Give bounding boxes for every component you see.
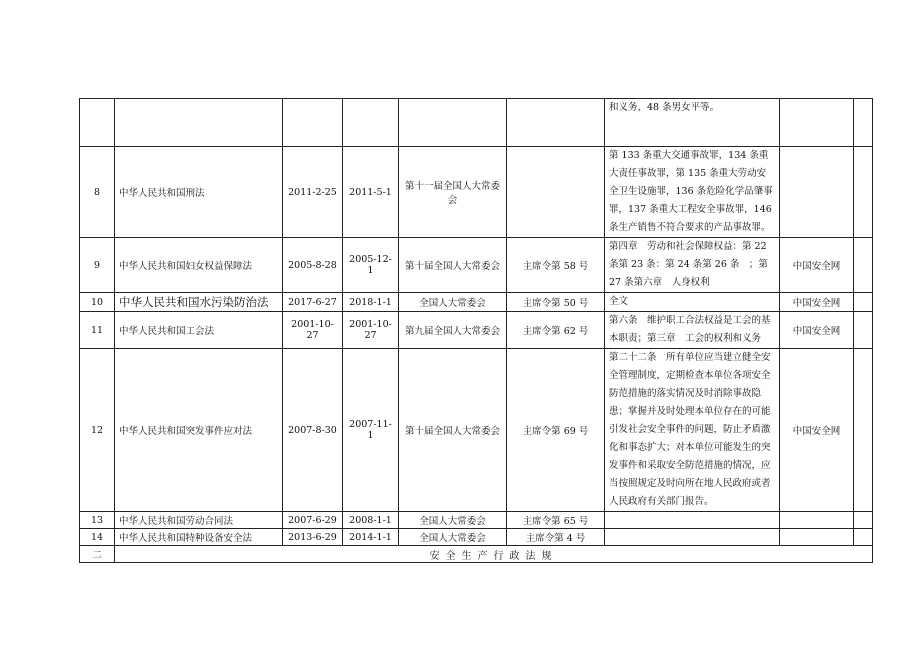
key-provisions: 全文 bbox=[605, 293, 780, 312]
key-provisions: 和义务、48 条男女平等。 bbox=[605, 99, 780, 147]
order-number bbox=[507, 147, 605, 238]
key-provisions bbox=[605, 529, 780, 546]
extra-cell bbox=[854, 349, 873, 512]
extra-cell bbox=[854, 99, 873, 147]
row-number: 8 bbox=[80, 147, 115, 238]
table-row bbox=[80, 293, 873, 312]
issuing-body: 全国人大常委会 bbox=[399, 512, 507, 529]
law-name: 中华人民共和国刑法 bbox=[115, 147, 283, 238]
order-number: 主席令第 65 号 bbox=[507, 512, 605, 529]
table-row bbox=[80, 99, 873, 147]
row-number: 13 bbox=[80, 512, 115, 529]
key-provisions: 第 133 条重大交通事故罪，134 条重大责任事故罪，第 135 条重大劳动安全卫生设施罪，136 条危险化学品肇事罪，137 条重大工程安全事故罪，146 条生产销售不符合要求的产品事故罪。 bbox=[605, 147, 780, 238]
source: 中国安全网 bbox=[780, 312, 854, 349]
law-name: 中华人民共和国水污染防治法 bbox=[115, 293, 283, 312]
section-number: 二 bbox=[80, 546, 115, 563]
row-number bbox=[80, 99, 115, 147]
effective-date: 2011-5-1 bbox=[343, 147, 399, 238]
issuing-body: 全国人大常委会 bbox=[399, 529, 507, 546]
regulations-table bbox=[79, 98, 873, 563]
extra-cell bbox=[854, 238, 873, 293]
source: 中国安全网 bbox=[780, 238, 854, 293]
effective-date: 2014-1-1 bbox=[343, 529, 399, 546]
extra-cell bbox=[854, 312, 873, 349]
issuing-body: 全国人大常委会 bbox=[399, 293, 507, 312]
table-row bbox=[80, 529, 873, 546]
effective-date: 2007-11-1 bbox=[343, 349, 399, 512]
row-number: 14 bbox=[80, 529, 115, 546]
table-row bbox=[80, 147, 873, 238]
publish-date: 2005-8-28 bbox=[283, 238, 343, 293]
source: 中国安全网 bbox=[780, 293, 854, 312]
section-row bbox=[80, 546, 873, 563]
source: 中国安全网 bbox=[780, 349, 854, 512]
publish-date: 2007-8-30 bbox=[283, 349, 343, 512]
order-number: 主席令第 69 号 bbox=[507, 349, 605, 512]
order-number: 主席令第 50 号 bbox=[507, 293, 605, 312]
publish-date bbox=[283, 99, 343, 147]
effective-date: 2008-1-1 bbox=[343, 512, 399, 529]
source bbox=[780, 529, 854, 546]
effective-date bbox=[343, 99, 399, 147]
row-number: 12 bbox=[80, 349, 115, 512]
issuing-body bbox=[399, 99, 507, 147]
extra-cell bbox=[854, 529, 873, 546]
key-provisions: 第四章 劳动和社会保障权益：第 22 条第 23 条：第 24 条第 26 条 ；第 27 条第六章 人身权利 bbox=[605, 238, 780, 293]
source bbox=[780, 512, 854, 529]
effective-date: 2018-1-1 bbox=[343, 293, 399, 312]
key-provisions: 第六条 维护职工合法权益是工会的基本职责；第三章 工会的权利和义务 bbox=[605, 312, 780, 349]
effective-date: 2001-10-27 bbox=[343, 312, 399, 349]
issuing-body: 第十届全国人大常委会 bbox=[399, 349, 507, 512]
publish-date: 2017-6-27 bbox=[283, 293, 343, 312]
row-number: 9 bbox=[80, 238, 115, 293]
effective-date: 2005-12-1 bbox=[343, 238, 399, 293]
row-number: 11 bbox=[80, 312, 115, 349]
extra-cell bbox=[854, 147, 873, 238]
source bbox=[780, 99, 854, 147]
source bbox=[780, 147, 854, 238]
law-name: 中华人民共和国劳动合同法 bbox=[115, 512, 283, 529]
order-number: 主席令第 4 号 bbox=[507, 529, 605, 546]
extra-cell bbox=[854, 512, 873, 529]
issuing-body: 第十届全国人大常委会 bbox=[399, 238, 507, 293]
law-name: 中华人民共和国工会法 bbox=[115, 312, 283, 349]
publish-date: 2013-6-29 bbox=[283, 529, 343, 546]
law-name bbox=[115, 99, 283, 147]
publish-date: 2001-10-27 bbox=[283, 312, 343, 349]
publish-date: 2007-6-29 bbox=[283, 512, 343, 529]
key-provisions bbox=[605, 512, 780, 529]
issuing-body: 第九届全国人大常委会 bbox=[399, 312, 507, 349]
table-row bbox=[80, 312, 873, 349]
table-row bbox=[80, 512, 873, 529]
order-number: 主席令第 62 号 bbox=[507, 312, 605, 349]
table-row bbox=[80, 238, 873, 293]
key-provisions: 第二十二条 所有单位应当建立健全安全管理制度，定期检查本单位各项安全防范措施的落实情况及时消除事故隐患；掌握并及时处理本单位存在的可能引发社会安全事件的问题，防止矛盾激化和事态扩大；对本单位可能发生的突发事件和采取安全防范措施的情况，应当按照规定及时向所在地人民政府或者人民政府有关部门报告。 bbox=[605, 349, 780, 512]
law-name: 中华人民共和国特种设备安全法 bbox=[115, 529, 283, 546]
publish-date: 2011-2-25 bbox=[283, 147, 343, 238]
law-name: 中华人民共和国突发事件应对法 bbox=[115, 349, 283, 512]
law-name: 中华人民共和国妇女权益保障法 bbox=[115, 238, 283, 293]
table-row bbox=[80, 349, 873, 512]
order-number: 主席令第 58 号 bbox=[507, 238, 605, 293]
issuing-body: 第十一届全国人大常委会 bbox=[399, 147, 507, 238]
order-number bbox=[507, 99, 605, 147]
extra-cell bbox=[854, 293, 873, 312]
row-number: 10 bbox=[80, 293, 115, 312]
section-title: 安全生产行政法规 bbox=[115, 546, 873, 563]
